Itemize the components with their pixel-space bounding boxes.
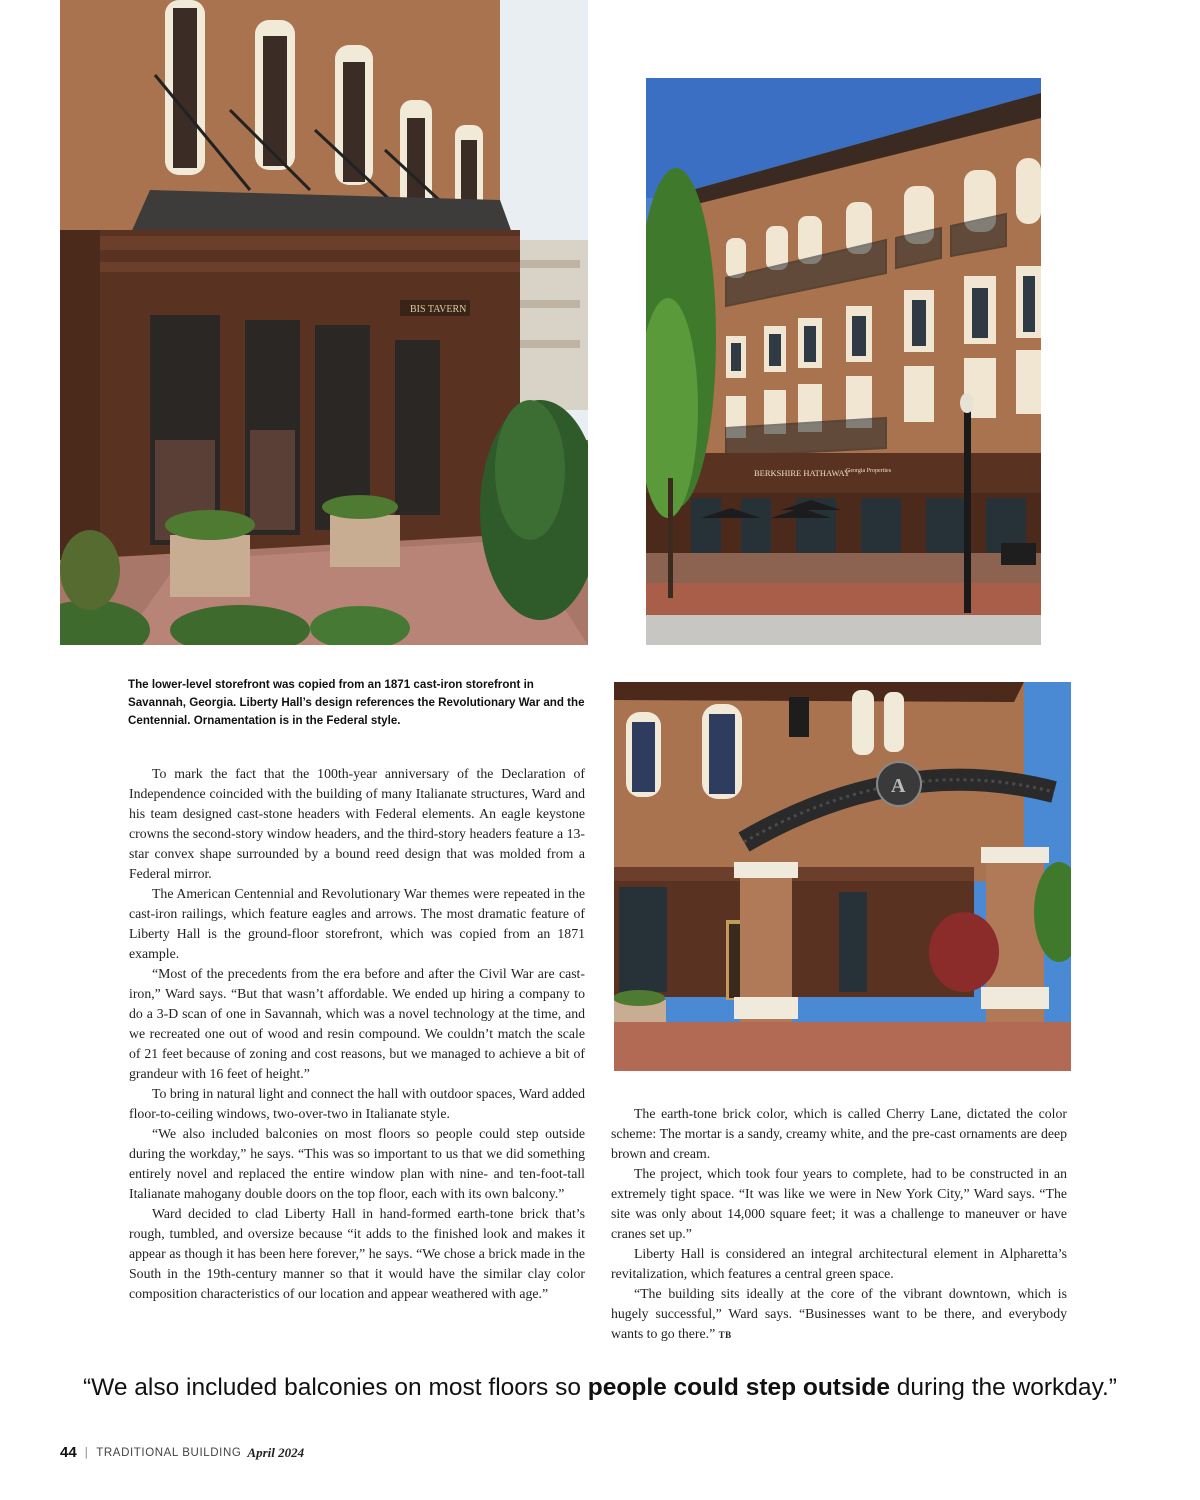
pull-quote-end: during the workday.” (890, 1374, 1117, 1401)
facade-photo (646, 78, 1041, 645)
page-number: 44 (60, 1444, 77, 1461)
paragraph-last (611, 1284, 1067, 1345)
paragraph-text: “The building sits ideally at the core of the vibrant downtown, which is hugely successful,” Ward says. “Businesses want to be there, and everybody wants to go there.” (611, 1286, 1067, 1341)
paragraph: Ward decided to clad Liberty Hall in hand-formed earth-tone brick that’s rough, tumbled, and oversize because “it adds to the finished look and makes it appear as though it has been here forever,” he says. “We chose a brick made in the South in the 19th-century manner so that it would have the similar clay color composition characteristics of our location and appear weathered with age.” (129, 1206, 585, 1301)
storefront-photo (60, 0, 588, 645)
storefront-sign: BIS TAVERN (410, 304, 467, 315)
paragraph: “Most of the precedents from the era before and after the Civil War are cast-iron,” Ward says. “But that wasn’t affordable. We ended up hiring a company to do a 3-D scan of one in Savannah, which was a novel technology at the time, and we recreated one out of wood and resin compound. We couldn’t match the scale of 21 feet because of zoning and cost reasons, but we managed to achieve a bit of grandeur with 16 feet of height.” (129, 966, 585, 1081)
body-column-right (611, 1104, 1067, 1345)
author-signature: TB (718, 1330, 732, 1340)
archway-photo (614, 682, 1071, 1071)
facade-sign: BERKSHIRE HATHAWAY (754, 468, 851, 478)
paragraph: “We also included balconies on most floors so people could step outside during the workday,” he says. “This was so important to us that we did something entirely novel and replaced the entire window plan with nine- and ten-foot-tall Italianate mahogany double doors on the top floor, each with its own balcony.” (129, 1126, 585, 1201)
paragraph: The American Centennial and Revolutionary War themes were repeated in the cast-iron railings, which feature eagles and arrows. The most dramatic feature of Liberty Hall is the ground-floor storefront, which was copied from an 1871 example. (129, 886, 585, 961)
pull-quote-start: “We also included balconies on most floors so (83, 1374, 588, 1401)
pull-quote-emphasis: people could step outside (587, 1374, 890, 1401)
paragraph: To mark the fact that the 100th-year anniversary of the Declaration of Independence coincided with the building of many Italianate structures, Ward and his team designed cast-stone headers with Federal elements. An eagle keystone crowns the second-story window headers, and the third-story headers feature a 13-star convex shape surrounded by a bound reed design that was molded from a Federal mirror. (129, 766, 585, 881)
footer-divider: | (84, 1446, 89, 1459)
paragraph: The project, which took four years to complete, had to be constructed in an extremely tight space. “It was like we were in New York City,” Ward says. “The site was only about 14,000 square feet; it was a challenge to maneuver or have cranes set up.” (611, 1166, 1067, 1241)
paragraph: To bring in natural light and connect the hall with outdoor spaces, Ward added floor-to-ceiling windows, two-over-two in Italianate style. (129, 1086, 585, 1121)
facade-sign-sub: Georgia Properties (846, 468, 892, 474)
pull-quote (0, 1374, 1200, 1402)
body-column-left (129, 764, 585, 1304)
paragraph: The earth-tone brick color, which is called Cherry Lane, dictated the color scheme: The mortar is a sandy, creamy white, and the pre-cast ornaments are deep brown and cream. (611, 1106, 1067, 1161)
paragraph: Liberty Hall is considered an integral architectural element in Alpharetta’s revitalization, which features a central green space. (611, 1246, 1067, 1281)
arch-emblem: A (891, 775, 906, 797)
magazine-name: TRADITIONAL BUILDING (96, 1446, 242, 1459)
page-footer (60, 1444, 304, 1461)
issue-date: April 2024 (247, 1444, 305, 1460)
photo-caption: The lower-level storefront was copied from an 1871 cast-iron storefront in Savannah, Georgia. Liberty Hall’s design references the Revolutionary War and the Centennial. Ornamentation is in the Federal style. (128, 678, 585, 727)
